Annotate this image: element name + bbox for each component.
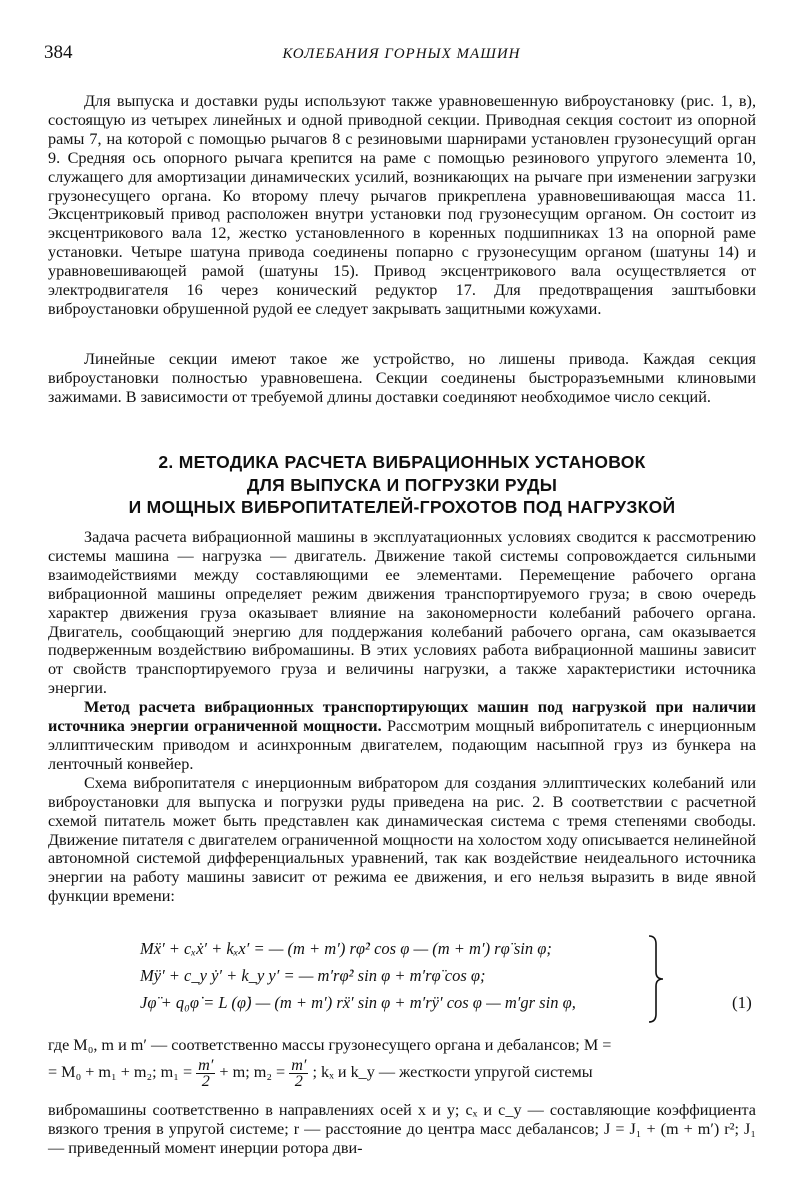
section-title-line: 2. МЕТОДИКА РАСЧЕТА ВИБРАЦИОННЫХ УСТАНОВОК <box>158 452 646 472</box>
section-title <box>48 451 756 519</box>
equation-number: (1) <box>732 993 752 1012</box>
right-brace-icon <box>646 934 666 1024</box>
linear-sections-paragraph <box>48 350 756 407</box>
section-title-line: И МОЩНЫХ ВИБРОПИТАТЕЛЕЙ-ГРОХОТОВ ПОД НАГРУЗКОЙ <box>128 497 676 517</box>
where-text: + m; m₂ = <box>219 1063 286 1082</box>
where-rest: вибромашины соответственно в направлениях осей x и y; cₓ и c_y — составляющие коэффициента вязкого трения в упругой системе; r — расстояние до центра масс дебалансов; J = J₁ + (m + m′) r²; J₁ — приведенный момент инерции ротора дви- <box>48 1101 756 1157</box>
equation-line-3: Jφ̈ + q₀φ̇ = L (φ̇) — (m + m′) rẍ′ sin φ + m′rÿ′ cos φ — m′gr sin φ, <box>140 993 576 1012</box>
fraction-denominator: 2 <box>201 1072 210 1090</box>
body-paragraph-3: Схема вибропитателя с инерционным вибратором для создания эллиптических колебаний или виброустановки для выпуска и погрузки руды приведена на рис. 2. В соответствии с расчетной схемой питатель может быть представлен как динамическая система с тремя степенями свободы. Движение питателя с двигателем ограниченной мощности на холостом ходу описывается нелинейной автономной системой дифференциальных уравнений, так как воздействие неидеального источника энергии на работу машины зависит от режима ее движения, и его нельзя выразить в виде явной функции времени: <box>48 773 756 906</box>
method-body <box>48 528 756 906</box>
fraction-denominator: 2 <box>294 1072 303 1090</box>
where-line-1: где M₀, m и m′ — соответственно массы грузонесущего органа и дебалансов; M = <box>48 1036 612 1054</box>
equation-line-2: Mÿ′ + c_y ẏ′ + k_y y′ = — m′rφ̇² sin φ + m′rφ̈ cos φ; <box>140 966 486 985</box>
intro-text: Для выпуска и доставки руды используют также уравновешенную виброустановку (рис. 1, в), состоящую из четырех линейных и одной приводной секции. Приводная секция состоит из опорной рамы 7, на которой с помощью рычагов 8 с резиновыми шарнирами установлен грузонесущий орган 9. Средняя ось опорного рычага крепится на раме с помощью резинового упругого элемента 10, служащего для амортизации динамических усилий, возникающих на рычаге при изменении загрузки грузонесущего органа. Ко второму плечу рычагов прикреплена уравновешивающая масса 11. Эксцентриковый привод расположен внутри установки под грузонесущим органом. Он состоит из эксцентрикового вала 12, жестко установленного в коренных подшипниках 13 на опорной раме установки. Четыре шатуна привода соединены попарно с грузонесущим органом (шатуны 14) и уравновешивающей рамой (шатуны 15). Привод эксцентрикового вала осуществляется от электродвигателя 16 через конический редуктор 17. Для предотвращения заштыбовки виброустановки обрушенной рудой ее следует закрывать защитными кожухами. <box>48 92 756 318</box>
equation-line-1: Mẍ′ + cₓẋ′ + kₓx′ = — (m + m′) rφ̇² cos φ — (m + m′) rφ̈ sin φ; <box>140 939 552 958</box>
method-heading: Метод расчета вибрационных транспортирующих машин под нагрузкой при наличии источника энергии ограниченной мощности. <box>48 698 756 736</box>
section-title-line: ДЛЯ ВЫПУСКА И ПОГРУЗКИ РУДЫ <box>246 474 558 495</box>
page-number: 384 <box>44 42 73 63</box>
running-head: КОЛЕБАНИЯ ГОРНЫХ МАШИН <box>282 46 521 62</box>
fraction-m2 <box>289 1058 308 1089</box>
intro-paragraph <box>48 92 756 319</box>
method-intro: Рассмотрим мощный вибропитатель с инерционным эллиптическим приводом и асинхронным двигателем, подающим насыпной груз из бункера на ленточный конвейер. <box>48 717 756 773</box>
where-line-2 <box>48 1058 756 1089</box>
where-text: = M₀ + m₁ + m₂; m₁ = <box>48 1063 193 1082</box>
fraction-numerator: m′ <box>291 1056 307 1074</box>
body-paragraph-1: Задача расчета вибрационной машины в эксплуатационных условиях сводится к рассмотрению системы машина — нагрузка — двигатель. Движение такой системы сопровождается сильными взаимодействиями между составляющими ее элементами. Перемещение рабочего органа вибрационной машины определяет режим движения транспортируемого груза; в свою очередь характер движения груза оказывает влияние на закономерности колебаний рабочего органа. Двигатель, сообщающий энергию для поддержания колебаний рабочего органа, сам оказывается подверженным воздействию вибромашины. В этих условиях работа вибрационной машины зависит от свойств транспортируемого груза и величины нагрузки, а также характеристики источника энергии. <box>48 528 756 698</box>
fraction-numerator: m′ <box>198 1056 214 1074</box>
fraction-m1 <box>196 1058 215 1089</box>
body-paragraph-2 <box>48 698 756 774</box>
where-text: ; kₓ и k_y — жесткости упругой системы <box>312 1063 593 1082</box>
linear-text: Линейные секции имеют такое же устройство, но лишены привода. Каждая секция виброустановки полностью уравновешена. Секции соединены быстроразъемными клиновыми зажимами. В зависимости от требуемой длины доставки соединяют необходимое число секций. <box>48 350 756 406</box>
